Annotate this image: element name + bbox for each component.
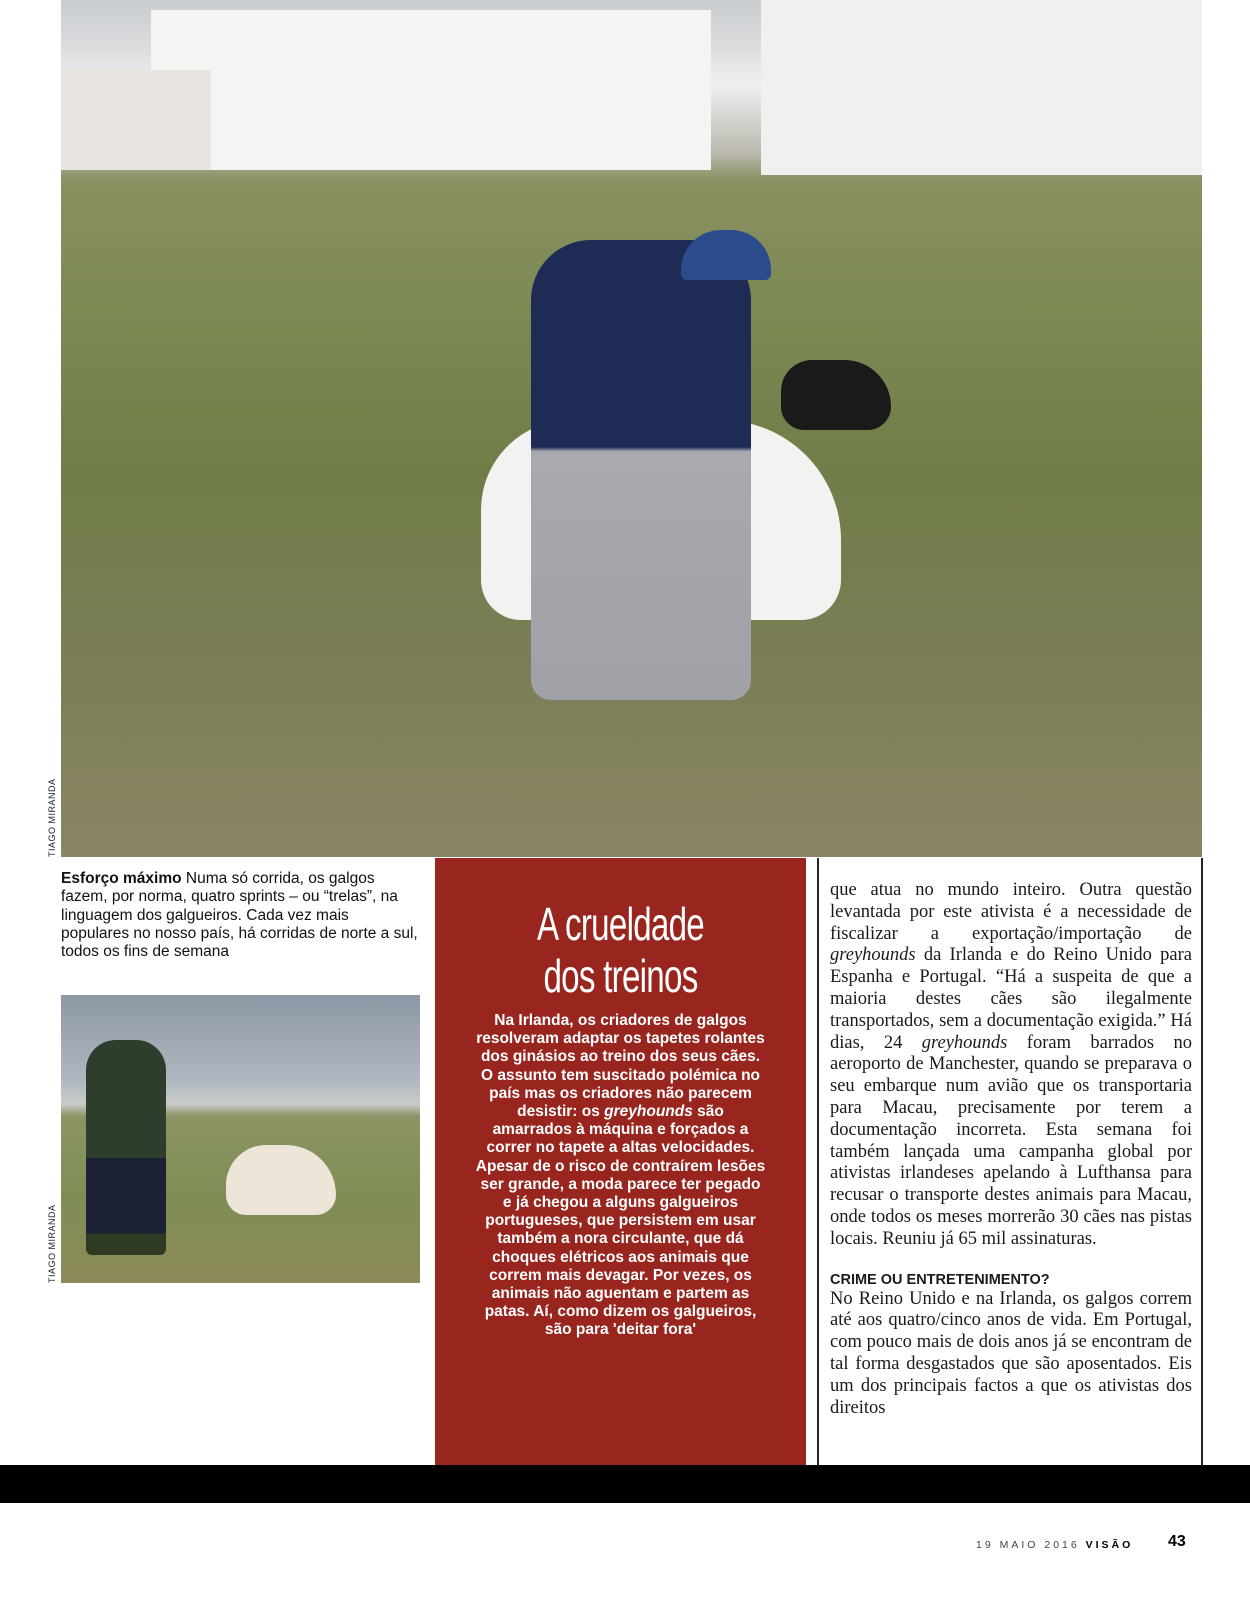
text: foram barrados no aeroporto de Manchester, quando se preparava o seu embarque num avião que os transportaria para Macau, precisamente por terem a documentação incorreta. Esta semana foi também lançada uma campanha global por ativistas irlandeses apelando à Lufthansa para recusar o transporte destes animais para Macau, onde todos os meses morrerão 30 cães nas pistas locais. Reuniu já 65 mil assinaturas. [830,1032,1192,1249]
text: da Irlanda e do Reino Unido para Espanha e Portugal. “Há a suspeita de que a maioria destes cães são ilegalmente transportados, sem a documentação exigida.” Há dias, 24 [830,945,1192,1053]
article-column [830,880,1192,1419]
page-number: 43 [1168,1533,1186,1550]
main-photo-man-with-greyhound [61,0,1202,857]
man-figure [531,240,751,700]
sidebar-box [435,858,806,1465]
footer-folio [976,1539,1133,1551]
dog-figure [226,1145,336,1215]
dog-head [781,360,891,430]
house-roof [61,70,211,170]
sidebar-title-line: dos treinos [543,950,698,1002]
sidebar-text: Na Irlanda, os criadores de galgos resolveram adaptar os tapetes rolantes dos ginásios ao treino dos seus cães. O assunto tem suscitado polémica no país mas os criadores não parecem desistir: os [476,1012,765,1121]
article-subhead: CRIME OU ENTRETENIMENTO? [830,1271,1050,1288]
sidebar-title-line: A crueldade [536,898,705,950]
article-paragraph: No Reino Unido e na Irlanda, os galgos correm até aos quatro/cinco anos de vida. Em Portugal, com pouco mais de dois anos já se encontram de tal forma desgastados que são aposentados. Eis um dos principais factos a que os ativistas dos direitos [830,1288,1192,1418]
sidebar-text: são amarrados à máquina e forçados a correr no tapete a altas velocidades. Apesar de o risco de contraírem lesões ser grande, a moda parece ter pegado e já chegou a alguns galgueiros portugueses, que persistem em usar também a nora circulante, que dá choques elétricos aos animais que correm mais devagar. Por vezes, os animais não aguentam e partem as patas. Aí, como dizem os galgueiros, são para 'deitar fora' [475,1103,766,1339]
sidebar-title [487,898,754,1002]
text-italic: greyhounds [830,945,916,966]
caption-lead: Esforço máximo [61,870,182,887]
column-rule [817,858,819,1465]
article-paragraph [830,880,1192,1251]
houses-left [151,10,711,170]
photo-caption [61,870,421,961]
footer-date: 19 MAIO 2016 [976,1539,1086,1551]
magazine-name: VISÃO [1085,1539,1134,1551]
caption-text: Numa só corrida, os galgos fazem, por norma, quatro sprints – ou “trelas”, na linguagem dos galgueiros. Cada vez mais populares no nosso país, há corridas de norte a sul, todos os fins de semana [61,870,418,961]
small-photo-man-walking-dog [61,995,420,1283]
sidebar-text-italic: greyhounds [604,1103,693,1121]
sidebar-body [476,1012,766,1340]
text-italic: greyhounds [921,1032,1008,1053]
text: que atua no mundo inteiro. Outra questão levantada por este ativista é a necessidade de fiscalizar a exportação/importação de [830,880,1192,944]
man-cap [681,230,771,280]
photo-credit-small: TIAGO MIRANDA [47,1204,57,1283]
column-rule [1201,858,1203,1465]
man-figure [86,1040,166,1255]
photo-credit-main: TIAGO MIRANDA [47,778,57,857]
footer-bar [0,1465,1250,1503]
houses-right [761,0,1202,175]
